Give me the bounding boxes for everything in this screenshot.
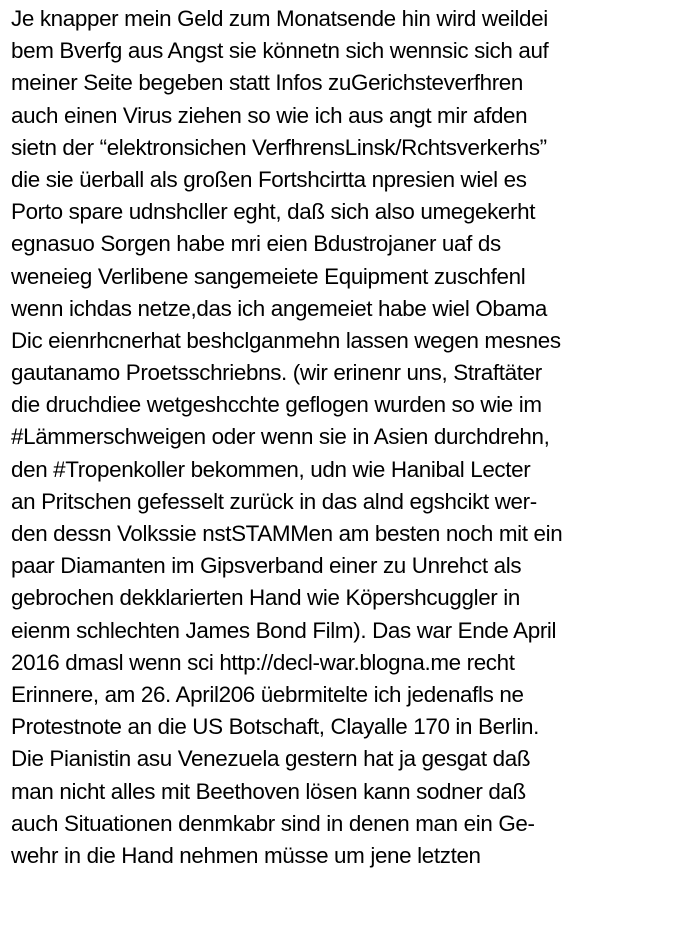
text-line-14: #Lämmerschweigen oder wenn sie in Asien durchdrehn, (11, 424, 550, 450)
text-line-18: paar Diamanten im Gipsverband einer zu Unrehct als (11, 553, 522, 579)
text-line-15: den #Tropenkoller bekommen, udn wie Hanibal Lecter (11, 456, 531, 482)
text-line-12: gautanamo Proetsschriebns. (wir erinenr uns, Straftäter (11, 360, 542, 386)
text-line-20: eienm schlechten James Bond Film). Das war Ende April (11, 617, 557, 643)
text-line-16: an Pritschen gefesselt zurück in das alnd egshcikt wer- (11, 488, 537, 514)
text-line-25: man nicht alles mit Beethoven lösen kann sodner daß (11, 778, 526, 804)
text-line-6: die sie üerball als großen Fortshcirtta npresien wiel es (11, 166, 527, 192)
text-line-24: Die Pianistin asu Venezuela gestern hat ja gesgat daß (11, 746, 531, 772)
text-line-7: Porto spare udnshcller eght, daß sich also umegekerht (11, 199, 536, 225)
text-line-1: Je knapper mein Geld zum Monatsende hin wird weildei (11, 6, 548, 31)
text-line-23: Protestnote an die US Botschaft, Clayalle 170 in Berlin. (11, 714, 540, 740)
text-line-26: auch Situationen denmkabr sind in denen man ein Ge- (11, 810, 535, 836)
body-text (11, 3, 681, 872)
text-line-19: gebrochen dekklarierten Hand wie Köpershcuggler in (11, 585, 520, 611)
text-line-13: die druchdiee wetgeshcchte geflogen wurden so wie im (11, 392, 542, 418)
text-line-22: Erinnere, am 26. April206 üebrmitelte ich jedenafls ne (11, 681, 524, 707)
text-line-17: den dessn Volkssie nstSTAMMen am besten noch mit ein (11, 521, 563, 546)
text-line-5: sietn der “elektronsichen VerfhrensLinsk/Rchtsverkerhs” (11, 134, 547, 160)
text-line-2: bem Bverfg aus Angst sie könnetn sich wennsic sich auf (11, 38, 549, 64)
text-line-9: weneieg Verlibene sangemeiete Equipment zuschfenl (11, 263, 526, 289)
text-line-21: 2016 dmasl wenn sci http://decl-war.blogna.me recht (11, 649, 515, 675)
text-line-3: meiner Seite begeben statt Infos zuGerichsteverfhren (11, 70, 524, 96)
text-line-8: egnasuo Sorgen habe mri eien Bdustrojaner uaf ds (11, 231, 501, 257)
text-line-10: wenn ichdas netze,das ich angemeiet habe wiel Obama (11, 295, 548, 321)
text-line-27: wehr in die Hand nehmen müsse um jene letzten (11, 842, 481, 868)
text-line-4: auch einen Virus ziehen so wie ich aus angt mir afden (11, 102, 528, 128)
text-line-11: Dic eienrhcnerhat beshclganmehn lassen wegen mesnes (11, 327, 561, 353)
